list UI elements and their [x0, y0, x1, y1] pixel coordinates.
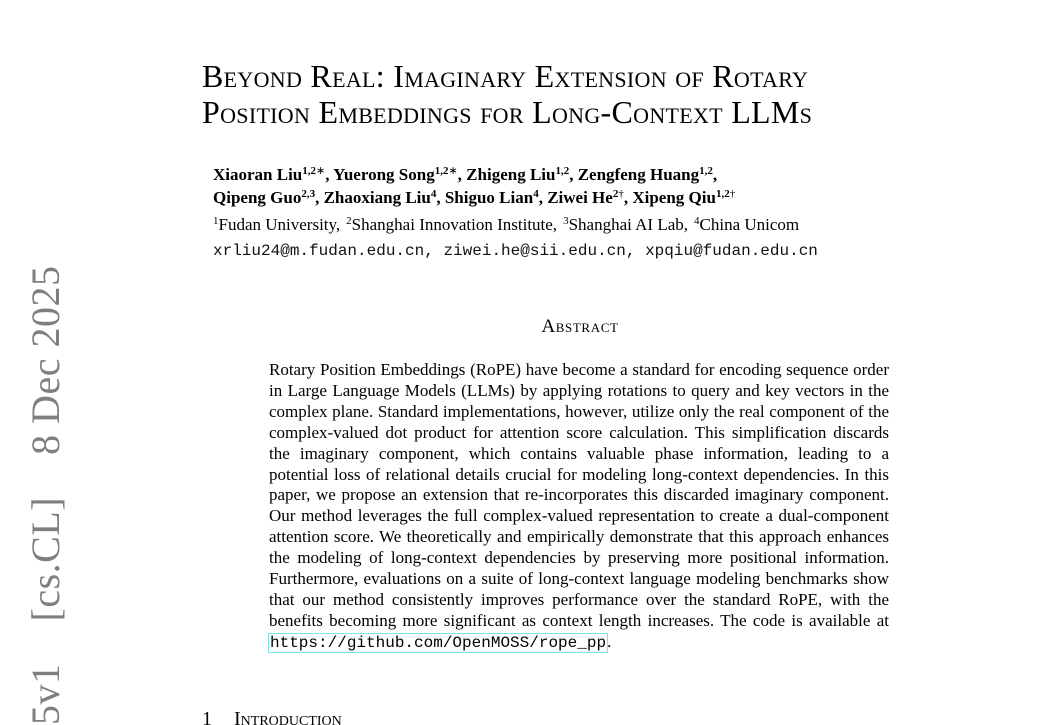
- paper-title-line-2: Position Embeddings for Long-Context LLMs: [202, 94, 813, 130]
- author-affiliation-sup: 1,2: [715, 188, 730, 200]
- affiliation-number: 2: [346, 215, 352, 227]
- author-affiliation-sup: 2,3: [301, 188, 316, 200]
- author-affiliation-sup: 4: [533, 188, 539, 200]
- author-name: [213, 165, 325, 184]
- affiliation: [346, 215, 557, 234]
- author-line-2: Qipeng Guo$^{2,3}$, Zhaoxiang Liu$^4$, Shiguo Lian$^4$, Ziwei $He^{2\dagger}$, Xipeng Qiu$^{1,2\dagger}$: [213, 188, 736, 207]
- author-affiliation-sup: 1,2: [302, 165, 317, 177]
- author-name: [578, 165, 713, 184]
- abstract-body: [269, 360, 889, 654]
- author-name: [466, 165, 569, 184]
- arxiv-date: 8 Dec 2025: [23, 265, 68, 455]
- author-name: [333, 165, 458, 184]
- author-name-text: Zhigeng Liu: [466, 165, 556, 184]
- author-name-text: Qipeng Guo: [213, 188, 302, 207]
- author-name-text: Shiguo Lian: [444, 188, 534, 207]
- affiliation: [213, 215, 340, 234]
- author-name: [547, 188, 624, 207]
- affiliation-name: China Unicom: [699, 215, 800, 234]
- author-name-text: Zhaoxiang Liu: [323, 188, 431, 207]
- author-note-mark: ∗: [316, 165, 326, 177]
- affiliation-number: 3: [563, 215, 569, 227]
- affiliation-number: 4: [694, 215, 700, 227]
- affiliation: [563, 215, 688, 234]
- code-repository-link[interactable]: https://github.com/OpenMOSS/rope_pp: [270, 633, 607, 652]
- author-name-text: Zengfeng Huang: [577, 165, 700, 184]
- section-heading-introduction: [202, 708, 342, 725]
- paper-title-line-1: Beyond Real: Imaginary Extension of Rotary: [202, 58, 809, 94]
- affiliation: [694, 215, 799, 234]
- section-title: Introduction: [234, 708, 342, 725]
- author-name-text: Xiaoran Liu: [213, 165, 303, 184]
- author-emails[interactable]: xrliu24@m.fudan.edu.cn, ziwei.he@sii.edu.cn, xpqiu@fudan.edu.cn: [213, 242, 818, 260]
- author-note-mark: ∗: [448, 165, 458, 177]
- section-number: 1: [202, 708, 212, 725]
- affiliation-name: Shanghai Innovation Institute,: [351, 215, 558, 234]
- author-list: [213, 163, 973, 209]
- arxiv-id-fragment: 5v1: [23, 663, 68, 725]
- author-note-mark: †: [729, 188, 736, 200]
- author-affiliation-sup: 4: [430, 188, 437, 200]
- author-name: [632, 188, 735, 207]
- paper-title: [202, 58, 1002, 130]
- author-note-mark: †: [618, 188, 624, 200]
- abstract-end: .: [607, 631, 612, 651]
- author-affiliation-sup: 1,2: [699, 165, 713, 177]
- author-name: [445, 188, 539, 207]
- affiliation-name: Shanghai AI Lab,: [568, 215, 689, 234]
- author-affiliation-sup: 1,2: [555, 165, 570, 177]
- author-name: [324, 188, 437, 207]
- abstract-text: Rotary Position Embeddings (RoPE) have become a standard for encoding sequence order in Large Language Models (LLMs) by applying rotations to query and key vectors in the complex plane. Standard implementations, however, utilize only the real component of the complex-valued dot product for attention score calculation. This simplification discards the imaginary component, which contains valuable phase information, leading to a potential loss of relational details crucial for modeling long-context dependencies. In this paper, we propose an extension that re-incorporates this discarded imaginary component. Our method leverages the full complex-valued representation to create a dual-component attention score. We theoretically and empirically demonstrate that this approach enhances the modeling of long-context dependencies by preserving more positional information. Furthermore, evaluations on a suite of long-context language modeling benchmarks show that our method consistently improves performance over the standard RoPE, with the benefits becoming more significant as context length increases. The code is available at: [269, 360, 889, 630]
- author-name-text: Yuerong Song: [333, 165, 435, 184]
- affiliation-number: 1: [213, 215, 219, 227]
- author-line-1: Xiaoran Liu$^{1,2∗}$, Yuerong Song$^{1,2∗}$, Zhigeng Liu$^{1,2}$, Zengfeng Huang$^{1,2}$,: [213, 165, 718, 184]
- author-name: [213, 188, 315, 207]
- author-affiliation-sup: 1,2: [434, 165, 449, 177]
- author-affiliation-sup: 2: [612, 188, 619, 200]
- abstract-heading: Abstract: [541, 316, 619, 337]
- author-name-text: Xipeng Qiu: [632, 188, 716, 207]
- affiliation-list: [213, 214, 805, 236]
- author-name-text: Ziwei He: [547, 188, 613, 207]
- affiliation-name: Fudan University,: [218, 215, 341, 234]
- arxiv-category: [cs.CL]: [23, 496, 68, 622]
